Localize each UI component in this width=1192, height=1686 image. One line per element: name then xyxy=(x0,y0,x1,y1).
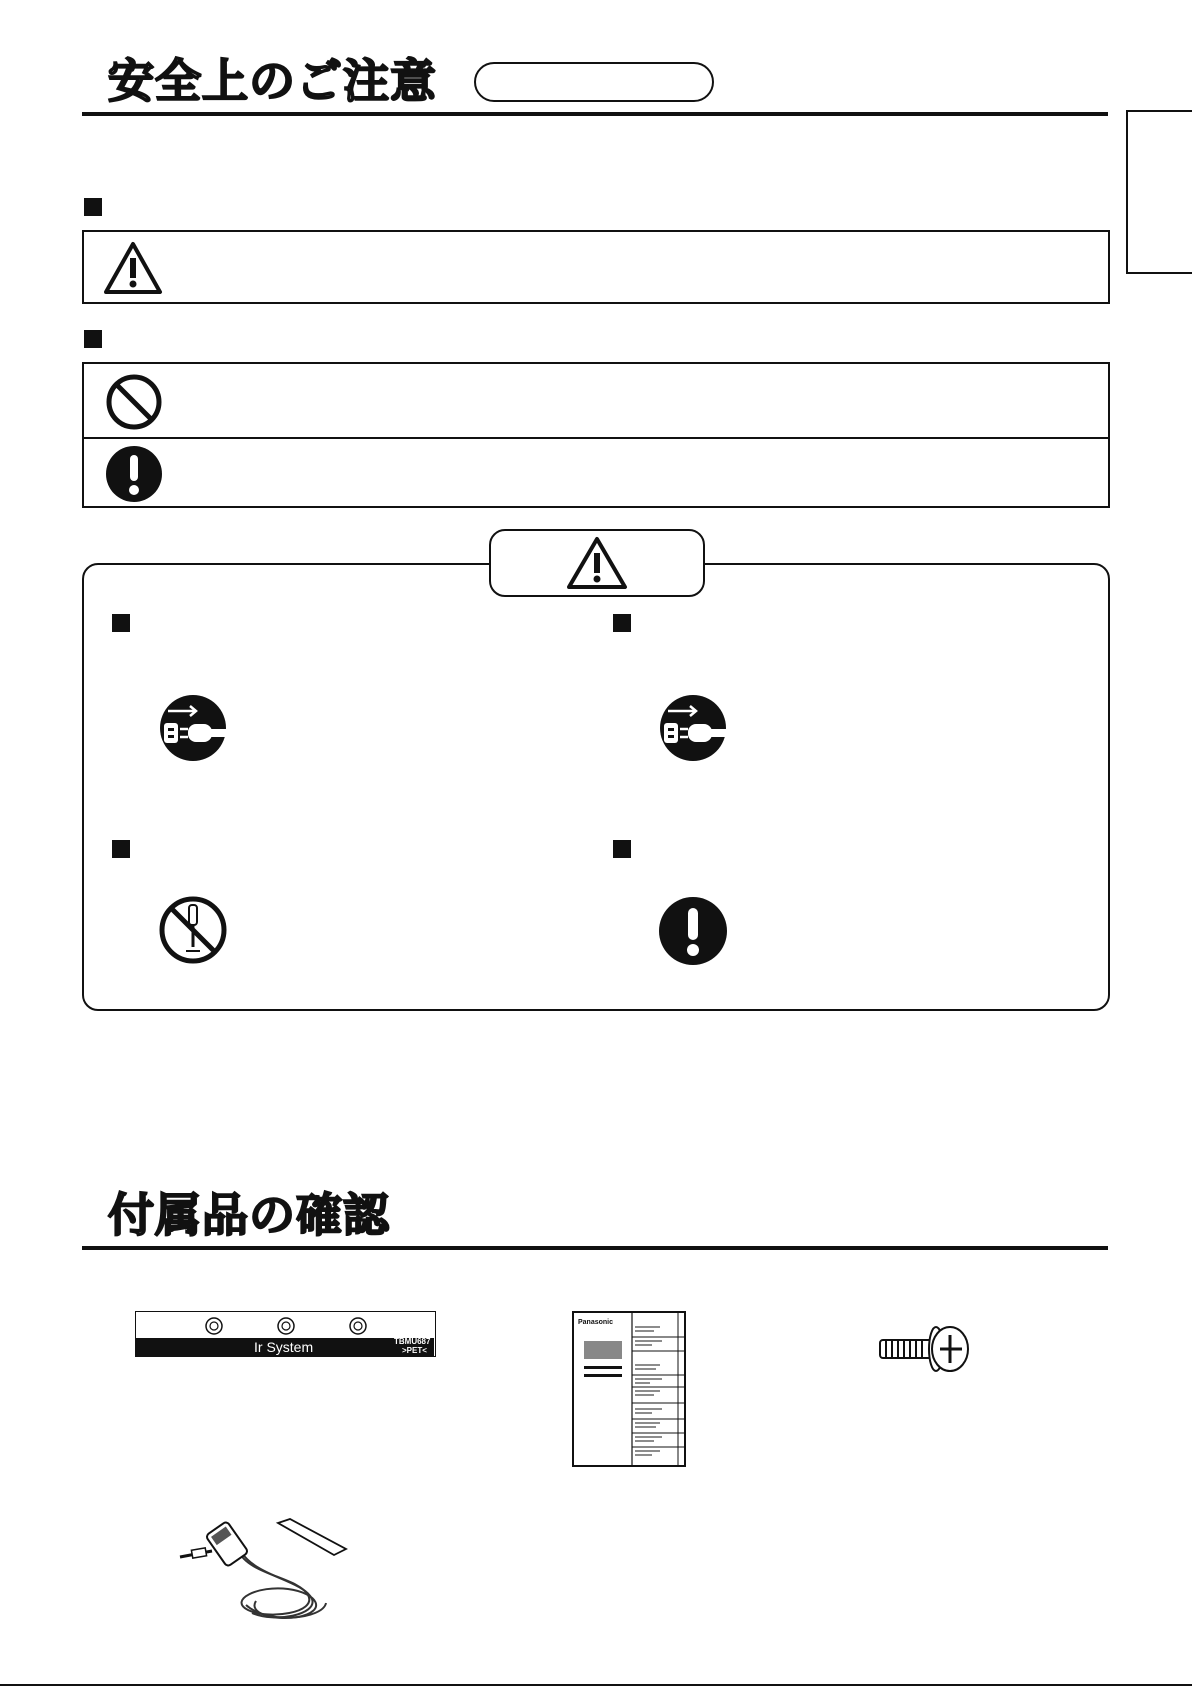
safety-title: 安全上のご注意 xyxy=(108,54,437,108)
mandatory-exclamation-icon xyxy=(658,896,728,966)
bullet-square xyxy=(112,840,130,858)
strip-code-line1: TBMU687 xyxy=(394,1337,431,1346)
manual-cover-block xyxy=(584,1341,622,1359)
ir-receiver-strip xyxy=(135,1311,436,1357)
no-disassemble-icon xyxy=(158,895,228,965)
mandatory-exclamation-icon xyxy=(104,444,164,504)
accessories-title: 付属品の確認 xyxy=(108,1188,390,1242)
warning-panel-badge xyxy=(489,529,705,597)
unplug-icon xyxy=(158,693,228,763)
manual-cover-line xyxy=(584,1374,622,1377)
strip-band xyxy=(136,1338,434,1356)
warning-triangle-icon xyxy=(565,535,629,591)
strip-holes xyxy=(136,1312,436,1338)
title-pill-badge xyxy=(474,62,714,102)
manual-booklet xyxy=(572,1311,686,1467)
screw-icon xyxy=(878,1323,974,1375)
warning-panel xyxy=(82,563,1110,1011)
strip-label: Ir System xyxy=(254,1339,314,1355)
bullet-square xyxy=(84,198,102,216)
manual-index-column xyxy=(632,1313,684,1463)
warning-legend-box xyxy=(82,230,1110,304)
header-rule xyxy=(82,1246,1108,1250)
legend-divider xyxy=(84,437,1108,439)
manual-brand: Panasonic xyxy=(578,1319,614,1326)
warning-triangle-icon xyxy=(102,240,164,296)
strip-code-line2: >PET< xyxy=(402,1346,427,1355)
bullet-square xyxy=(613,614,631,632)
bullet-square xyxy=(84,330,102,348)
bullet-square xyxy=(112,614,130,632)
unplug-icon xyxy=(658,693,728,763)
prohibited-icon xyxy=(104,372,164,432)
header-rule xyxy=(82,112,1108,116)
symbol-legend-box xyxy=(82,362,1110,508)
manual-cover-line xyxy=(584,1366,622,1369)
ir-cable-icon xyxy=(178,1515,353,1625)
bullet-square xyxy=(613,840,631,858)
edge-tab xyxy=(1126,110,1192,274)
